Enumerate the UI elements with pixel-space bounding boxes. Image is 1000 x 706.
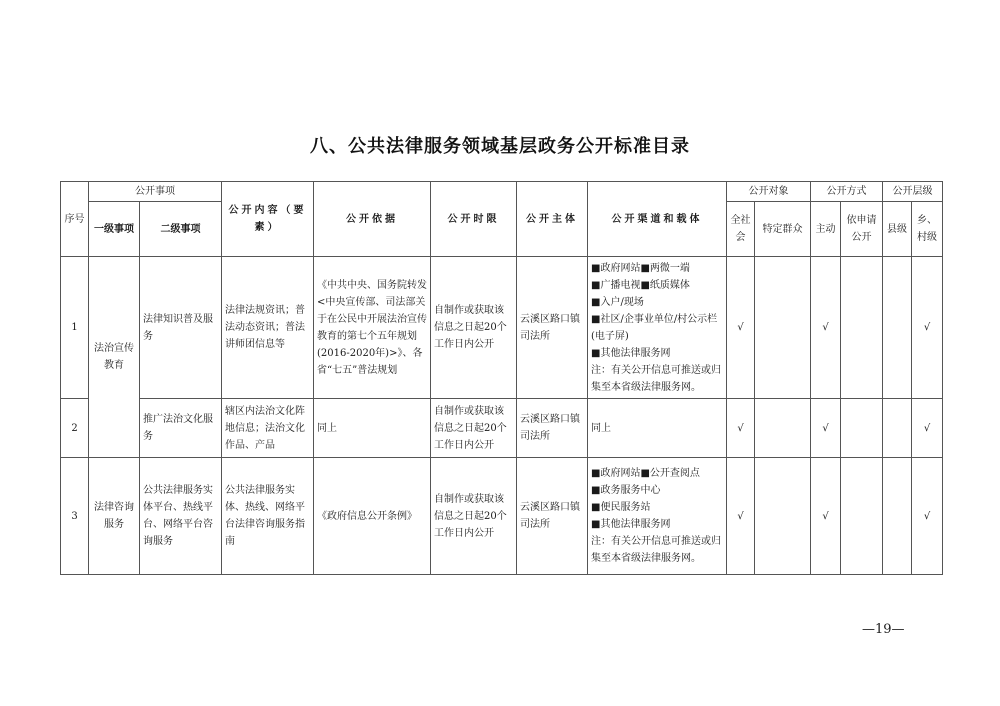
cell-active: √: [811, 399, 841, 458]
channel-note: 注：有关公开信息可推送或归集至本省级法律服务网。: [591, 364, 721, 393]
page-title: 八、公共法律服务领域基层政务公开标准目录: [310, 136, 690, 157]
channel-item: ■广播电视■纸质媒体: [591, 279, 690, 291]
channel-item: ■政府网站■公开查阅点: [591, 468, 700, 479]
header-seq: 序号: [61, 182, 89, 257]
row-level1: 法律咨询服务: [89, 458, 140, 575]
cell-on-request: [841, 257, 883, 399]
cell-township: √: [912, 257, 943, 399]
cell-active: √: [811, 257, 841, 399]
row-channel: 同上: [588, 399, 727, 458]
row-subject: 云溪区路口镇司法所: [517, 257, 588, 399]
channel-item: ■社区/企事业单位/村公示栏(电子屏): [591, 313, 718, 342]
header-content: 公开内容（要素）: [222, 182, 314, 257]
row-channel: [588, 257, 727, 399]
channel-item: ■其他法律服务网: [591, 519, 671, 530]
row-content: 公共法律服务实体、热线、网络平台法律咨询服务指南: [222, 458, 314, 575]
cell-county: [883, 458, 912, 575]
row-basis: 《政府信息公开条例》: [314, 458, 431, 575]
row-seq: 3: [61, 458, 89, 575]
cell-whole-society: √: [727, 458, 755, 575]
row-channel: [588, 458, 727, 575]
cell-specific-group: [755, 458, 811, 575]
header-level2: 二级事项: [140, 202, 222, 257]
row-subject: 云溪区路口镇司法所: [517, 399, 588, 458]
header-level1: 一级事项: [89, 202, 140, 257]
channel-item: ■其他法律服务网: [591, 347, 671, 359]
cell-specific-group: [755, 257, 811, 399]
row-level2: 推广法治文化服务: [140, 399, 222, 458]
row-time: 自制作或获取该信息之日起20个工作日内公开: [431, 458, 517, 575]
page-number: —19—: [862, 622, 905, 637]
row-subject: 云溪区路口镇司法所: [517, 458, 588, 575]
table-row: [61, 257, 943, 399]
cell-township: √: [912, 399, 943, 458]
row-level2: 法律知识普及服务: [140, 257, 222, 399]
header-active: 主动: [811, 202, 841, 257]
channel-item: ■政务服务中心: [591, 485, 661, 496]
channel-note: 注：有关公开信息可推送或归集至本省级法律服务网。: [591, 536, 721, 564]
cell-on-request: [841, 458, 883, 575]
row-basis: 同上: [314, 399, 431, 458]
header-basis: 公开依据: [314, 182, 431, 257]
header-whole-society: 全社会: [727, 202, 755, 257]
header-on-request: 依申请公开: [841, 202, 883, 257]
cell-whole-society: √: [727, 257, 755, 399]
header-items-group: 公开事项: [89, 182, 222, 202]
row-content: 法律法规资讯；普法动态资讯；普法讲师团信息等: [222, 257, 314, 399]
catalog-table: [60, 181, 943, 575]
cell-county: [883, 399, 912, 458]
header-level-group: 公开层级: [883, 182, 943, 202]
header-subject: 公开主体: [517, 182, 588, 257]
table-row: [61, 458, 943, 575]
header-township: 乡、村级: [912, 202, 943, 257]
header-channel: 公开渠道和载体: [588, 182, 727, 257]
table-row: [61, 399, 943, 458]
header-county: 县级: [883, 202, 912, 257]
row-level1: 法治宣传教育: [89, 257, 140, 458]
row-seq: 1: [61, 257, 89, 399]
cell-township: √: [912, 458, 943, 575]
row-time: 自制作或获取该信息之日起20个工作日内公开: [431, 257, 517, 399]
cell-specific-group: [755, 399, 811, 458]
cell-whole-society: √: [727, 399, 755, 458]
row-content: 辖区内法治文化阵地信息；法治文化作品、产品: [222, 399, 314, 458]
row-basis: 《中共中央、国务院转发<中央宣传部、司法部关于在公民中开展法治宣传教育的第七个五年规划(2016-2020年)>》、各省“七五”普法规划: [314, 257, 431, 399]
channel-item: ■政府网站■两微一端: [591, 262, 690, 274]
row-level2: 公共法律服务实体平台、热线平台、网络平台咨询服务: [140, 458, 222, 575]
header-specific-group: 特定群众: [755, 202, 811, 257]
cell-county: [883, 257, 912, 399]
row-seq: 2: [61, 399, 89, 458]
header-object-group: 公开对象: [727, 182, 811, 202]
channel-item: ■便民服务站: [591, 502, 651, 513]
header-time: 公开时限: [431, 182, 517, 257]
header-method-group: 公开方式: [811, 182, 883, 202]
cell-active: √: [811, 458, 841, 575]
channel-item: ■入户/现场: [591, 296, 644, 308]
cell-on-request: [841, 399, 883, 458]
row-time: 自制作或获取该信息之日起20个工作日内公开: [431, 399, 517, 458]
